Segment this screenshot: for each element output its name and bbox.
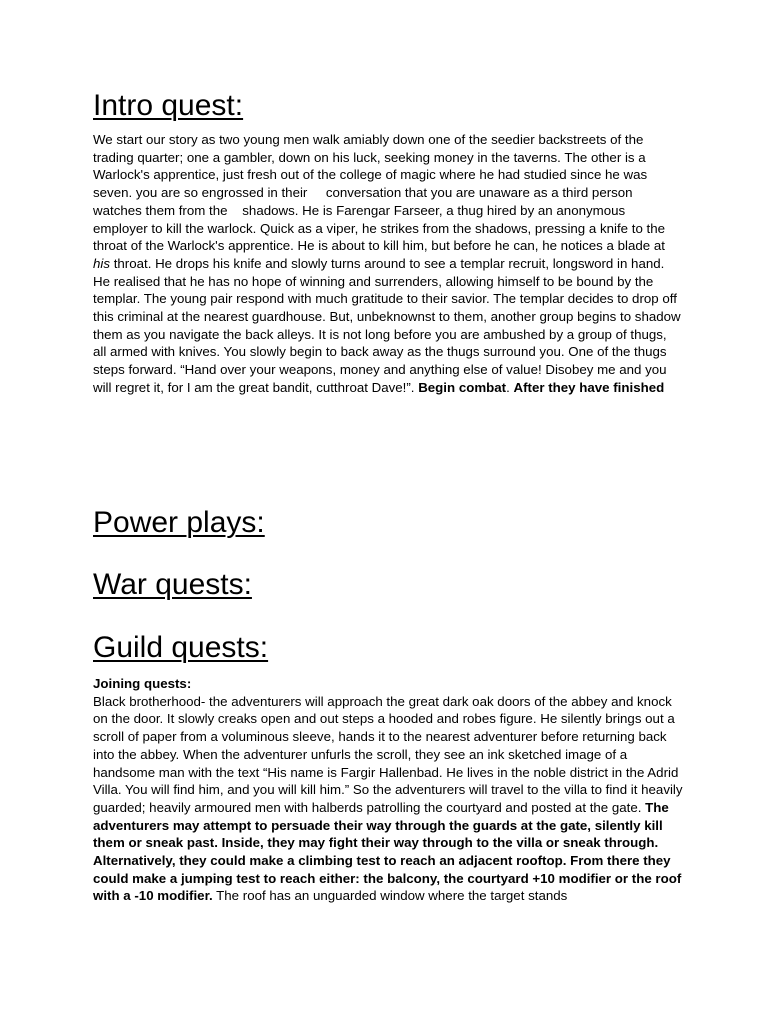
guild-paragraph bbox=[93, 675, 683, 905]
intro-paragraph bbox=[93, 131, 683, 397]
heading-war-quests: War quests: bbox=[93, 568, 252, 601]
intro-separator: . bbox=[506, 379, 514, 395]
guild-bold-instructions: The adventurers may attempt to persuade their way through the guards at the gate, silently kill them or sneak past. Inside, they may fight their way through to the villa or sneak through. Alternatively, they could make a climbing test to reach an adjacent rooftop. From there they could make a jumping test to reach either: the balcony, the courtyard +10 modifier or the roof with a -10 modifier. bbox=[93, 799, 682, 904]
heading-guild-quests: Guild quests: bbox=[93, 631, 269, 664]
intro-text-part1: We start our story as two young men walk amiably down one of the seedier backstreets of the trading quarter; one a gambler, down on his luck, seeking money in the taverns. The other is a Warlock's apprentice, just fresh out of the college of magic where he had studied since he was seven. you are so engrossed in their conversation that you are unaware as a third person watches them from the shadows. He is Farengar Farseer, a thug hired by an anonymous employer to kill the warlock. Quick as a viper, he strikes from the shadows, pressing a knife to the throat of the Warlock's apprentice. He is about to kill him, but before he can, he notices a blade at bbox=[93, 132, 669, 254]
intro-text-part2: throat. He drops his knife and slowly turns around to see a templar recruit, longsword in hand. He realised that he has no hope of winning and surrenders, allowing himself to be bound by the templar. The young pair respond with much gratitude to their savior. The templar decides to drop off this criminal at the nearest guardhouse. But, unbeknownst to them, another group begins to shadow them as you navigate the back alleys. It is not long before you are ambushed by a group of thugs, all armed with knives. You slowly begin to back away as the thugs surround you. One of the thugs steps forward. “Hand over your weapons, money and anything else of value! Disobey me and you will regret it, for I am the great bandit, cutthroat Dave!”. bbox=[93, 255, 685, 395]
intro-italic-word: his bbox=[93, 255, 110, 271]
after-finished-label: After they have finished bbox=[513, 379, 665, 395]
guild-text-part1: Black brotherhood- the adventurers will approach the great dark oak doors of the abbey and knock on the door. It slowly creaks open and out steps a hooded and robes figure. He silently brings out a scroll of paper from a voluminous sleeve, hands it to the nearest adventurer before returning back into the abbey. When the adventurer unfurls the scroll, they see an ink sketched image of a handsome man with the text “His name is Fargir Hallenbad. He lives in the noble district in the Adrid Villa. You will find him, and you will kill him.” So the adventurers will travel to the villa to find it heavily guarded; heavily armoured men with halberds patrolling the courtyard and posted at the gate. bbox=[93, 693, 683, 815]
heading-intro-quest: Intro quest: bbox=[93, 89, 244, 122]
joining-quests-subheading: Joining quests: bbox=[93, 676, 192, 691]
heading-power-plays: Power plays: bbox=[93, 506, 265, 539]
begin-combat-label: Begin combat bbox=[418, 379, 507, 395]
guild-text-part2: The roof has an unguarded window where the target stands bbox=[212, 888, 568, 904]
